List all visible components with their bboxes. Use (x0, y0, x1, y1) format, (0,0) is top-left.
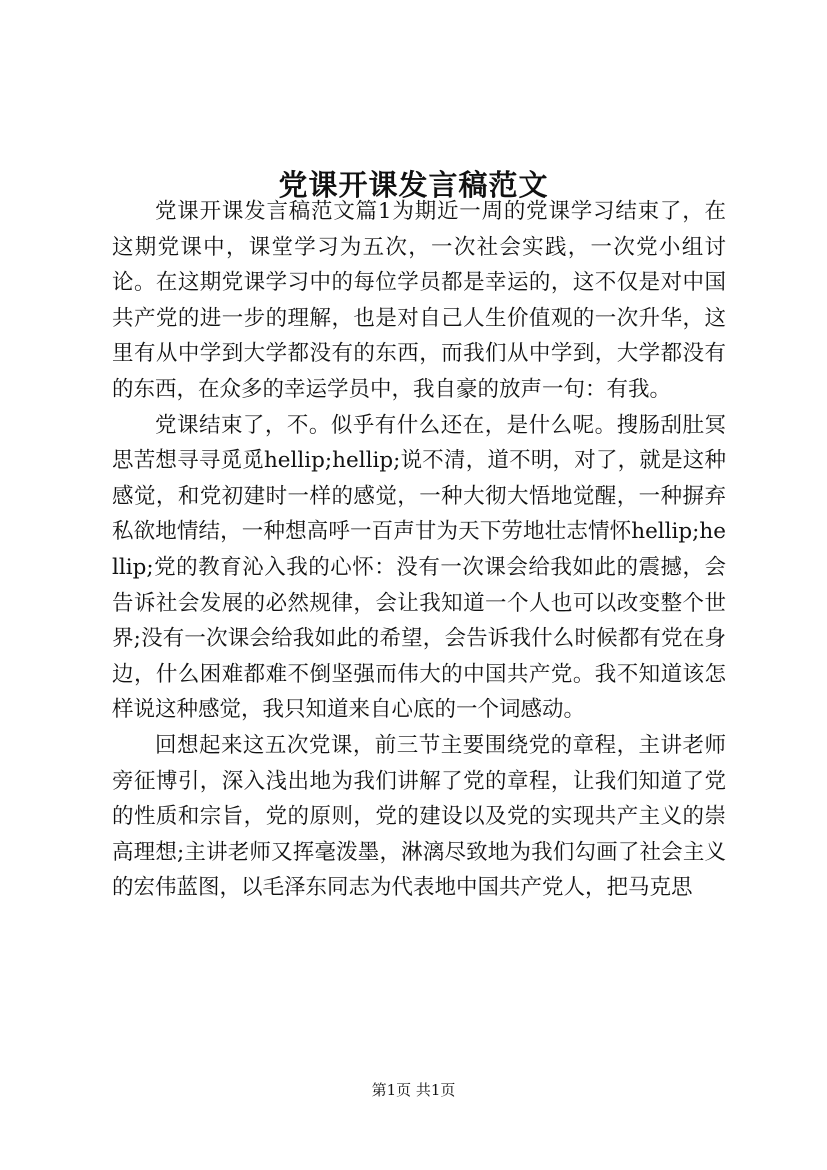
page-number-footer: 第1页 共1页 (371, 1081, 456, 1099)
paragraph-1: 党课开课发言稿范文篇1为期近一周的党课学习结束了，在这期党课中，课堂学习为五次，一次社会实践，一次党小组讨论。在这期党课学习中的每位学员都是幸运的，这不仅是对中国共产党的进一步的理解，也是对自己人生价值观的一次升华，这里有从中学到大学都没有的东西，而我们从中学到，大学都没有的东西，在众多的幸运学员中，我自豪的放声一句：有我。 (112, 199, 726, 402)
document-title: 党课开课发言稿范文 (278, 168, 549, 203)
paragraph-2: 党课结束了，不。似乎有什么还在，是什么呢。搜肠刮肚冥思苦想寻寻觅觅hellip;hellip;说不清，道不明，对了，就是这种感觉，和党初建时一样的感觉，一种大彻大悟地觉醒，一种摒弃私欲地情结，一种想高呼一百声甘为天下劳地壮志情怀hellip;hellip;党的教育沁入我的心怀：没有一次课会给我如此的震撼，会告诉社会发展的必然规律，会让我知道一个人也可以改变整个世界;没有一次课会给我如此的希望，会告诉我什么时候都有党在身边，什么困难都难不倒坚强而伟大的中国共产党。我不知道该怎样说这种感觉，我只知道来自心底的一个词感动。 (112, 412, 726, 723)
document-body (112, 194, 726, 906)
paragraph-3: 回想起来这五次党课，前三节主要围绕党的章程，主讲老师旁征博引，深入浅出地为我们讲解了党的章程，让我们知道了党的性质和宗旨，党的原则，党的建设以及党的实现共产主义的崇高理想;主讲老师又挥毫泼墨，淋漓尽致地为我们勾画了社会主义的宏伟蓝图，以毛泽东同志为代表地中国共产党人，把马克思 (112, 732, 726, 901)
